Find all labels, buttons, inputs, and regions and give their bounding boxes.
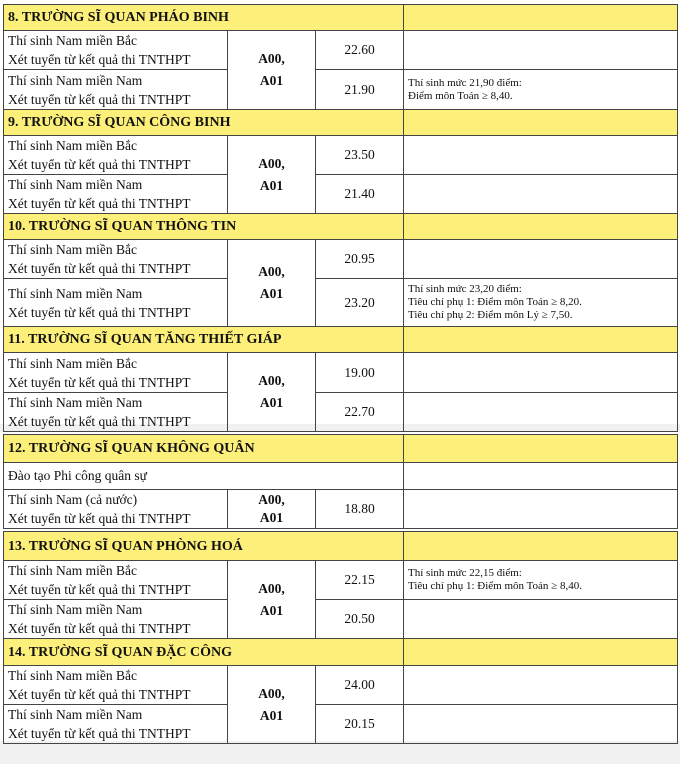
note-cell [404,240,678,279]
note-cell [404,600,678,639]
header-note-cell [404,5,678,31]
page-bottom-margin [0,741,680,764]
subject-combination: A00, A01 [228,561,316,639]
cutoff-score: 18.80 [316,490,404,529]
cutoff-score: 22.15 [316,561,404,600]
cutoff-score: 20.95 [316,240,404,279]
note-cell [404,490,678,529]
note-cell [404,175,678,214]
candidate-cell: Thí sinh Nam miền Nam Xét tuyển từ kết quả thi TNTHPT [4,705,228,744]
header-note-cell [404,532,678,561]
subject-combination: A00, A01 [228,353,316,432]
note-cell [404,393,678,432]
note-cell [404,353,678,393]
training-program: Đào tạo Phi công quân sự [4,463,404,490]
note-cell [404,705,678,744]
candidate-cell: Thí sinh Nam (cả nước) Xét tuyển từ kết quả thi TNTHPT [4,490,228,529]
cutoff-score: 22.70 [316,393,404,432]
candidate-cell: Thí sinh Nam miền Nam Xét tuyển từ kết quả thi TNTHPT [4,600,228,639]
school-title-10: 10. TRƯỜNG SĨ QUAN THÔNG TIN [4,214,404,240]
header-note-cell [404,327,678,353]
school-title-12: 12. TRƯỜNG SĨ QUAN KHÔNG QUÂN [4,435,404,463]
school-title-9: 9. TRƯỜNG SĨ QUAN CÔNG BINH [4,110,404,136]
note-cell: Thí sinh mức 21,90 điểm: Điểm môn Toán ≥ 8,40. [404,70,678,110]
candidate-cell: Thí sinh Nam miền Bắc Xét tuyển từ kết quả thi TNTHPT [4,136,228,175]
note-cell [404,136,678,175]
school-title-13: 13. TRƯỜNG SĨ QUAN PHÒNG HOÁ [4,532,404,561]
school-title-11: 11. TRƯỜNG SĨ QUAN TĂNG THIẾT GIÁP [4,327,404,353]
subject-combination: A00, A01 [228,240,316,327]
header-note-cell [404,639,678,666]
cutoff-score: 20.15 [316,705,404,744]
candidate-cell: Thí sinh Nam miền Bắc Xét tuyển từ kết quả thi TNTHPT [4,561,228,600]
candidate-cell: Thí sinh Nam miền Bắc Xét tuyển từ kết quả thi TNTHPT [4,353,228,393]
cutoff-score: 19.00 [316,353,404,393]
subject-combination: A00, A01 [228,666,316,744]
cutoff-score: 24.00 [316,666,404,705]
candidate-cell: Thí sinh Nam miền Bắc Xét tuyển từ kết quả thi TNTHPT [4,666,228,705]
school-title-8: 8. TRƯỜNG SĨ QUAN PHÁO BINH [4,5,404,31]
candidate-cell: Thí sinh Nam miền Nam Xét tuyển từ kết quả thi TNTHPT [4,393,228,432]
note-cell [404,666,678,705]
cutoff-score: 20.50 [316,600,404,639]
candidate-cell: Thí sinh Nam miền Nam Xét tuyển từ kết quả thi TNTHPT [4,175,228,214]
note-cell [404,463,678,490]
cutoff-score: 22.60 [316,31,404,70]
admission-table-part-1 [3,4,678,432]
cutoff-score: 21.40 [316,175,404,214]
subject-combination: A00, A01 [228,136,316,214]
note-cell [404,31,678,70]
candidate-cell: Thí sinh Nam miền Nam Xét tuyển từ kết quả thi TNTHPT [4,70,228,110]
subject-combination: A00, A01 [228,31,316,110]
header-note-cell [404,214,678,240]
header-note-cell [404,435,678,463]
admission-table-part-2 [3,434,678,529]
cutoff-score: 23.50 [316,136,404,175]
note-cell: Thí sinh mức 22,15 điểm: Tiêu chí phụ 1: Điểm môn Toán ≥ 8,40. [404,561,678,600]
cutoff-score: 23.20 [316,279,404,327]
candidate-cell: Thí sinh Nam miền Bắc Xét tuyển từ kết quả thi TNTHPT [4,240,228,279]
school-title-14: 14. TRƯỜNG SĨ QUAN ĐẶC CÔNG [4,639,404,666]
subject-combination: A00, A01 [228,490,316,529]
note-cell: Thí sinh mức 23,20 điểm: Tiêu chí phụ 1: Điểm môn Toán ≥ 8,20. Tiêu chí phụ 2: Điểm môn Lý ≥ 7,50. [404,279,678,327]
candidate-cell: Thí sinh Nam miền Nam Xét tuyển từ kết quả thi TNTHPT [4,279,228,327]
candidate-cell: Thí sinh Nam miền Bắc Xét tuyển từ kết quả thi TNTHPT [4,31,228,70]
header-note-cell [404,110,678,136]
admission-table-part-3 [3,531,678,744]
cutoff-score: 21.90 [316,70,404,110]
